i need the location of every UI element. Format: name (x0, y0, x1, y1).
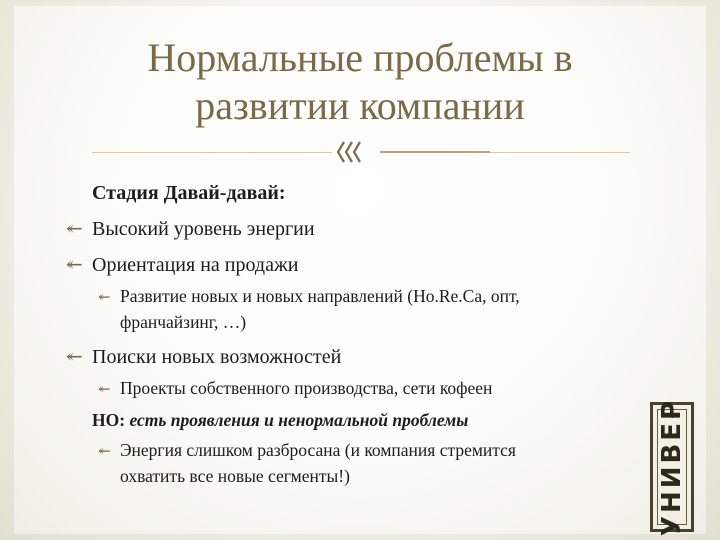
slide-title (60, 34, 660, 130)
title-line-1: Нормальные проблемы в (147, 35, 573, 80)
bullet-arrow-icon: ↞ (66, 254, 83, 276)
list-item: ↞ Ориентация на продажи (66, 254, 299, 276)
list-item: ↞ Высокий уровень энергии (66, 218, 315, 240)
note-line: НО: есть проявления и ненормальной проблемы (92, 410, 469, 430)
triple-chevron-icon (336, 134, 382, 170)
sub-list-item: ↞ Проекты собственного производства, сети кофеен (98, 378, 493, 398)
sub-list-item: ↞ Развитие новых и новых направлений (Ho.Re.Ca, опт, (98, 286, 520, 306)
title-rule-left (92, 152, 332, 153)
sub-list-item: ↞ Энергия слишком разбросана (и компания стремится (98, 440, 516, 460)
sub-list-item-continuation: охватить все новые сегменты!) (120, 466, 350, 486)
bullet-arrow-icon: ↞ (66, 218, 83, 240)
bullet-arrow-icon: ↞ (98, 444, 111, 460)
bullet-arrow-icon: ↞ (98, 382, 111, 398)
stage-heading: Стадия Давай-давай: (92, 182, 286, 204)
bullet-arrow-icon: ↞ (66, 346, 83, 368)
title-line-2: развитии компании (195, 83, 525, 128)
logo-text: УНИВЕР (657, 397, 687, 537)
logo-stamp (650, 397, 694, 537)
bullet-arrow-icon: ↞ (98, 290, 111, 306)
title-rule-accent (380, 151, 490, 153)
list-item: ↞ Поиски новых возможностей (66, 346, 342, 368)
sub-list-item-continuation: франчайзинг, …) (120, 312, 247, 332)
